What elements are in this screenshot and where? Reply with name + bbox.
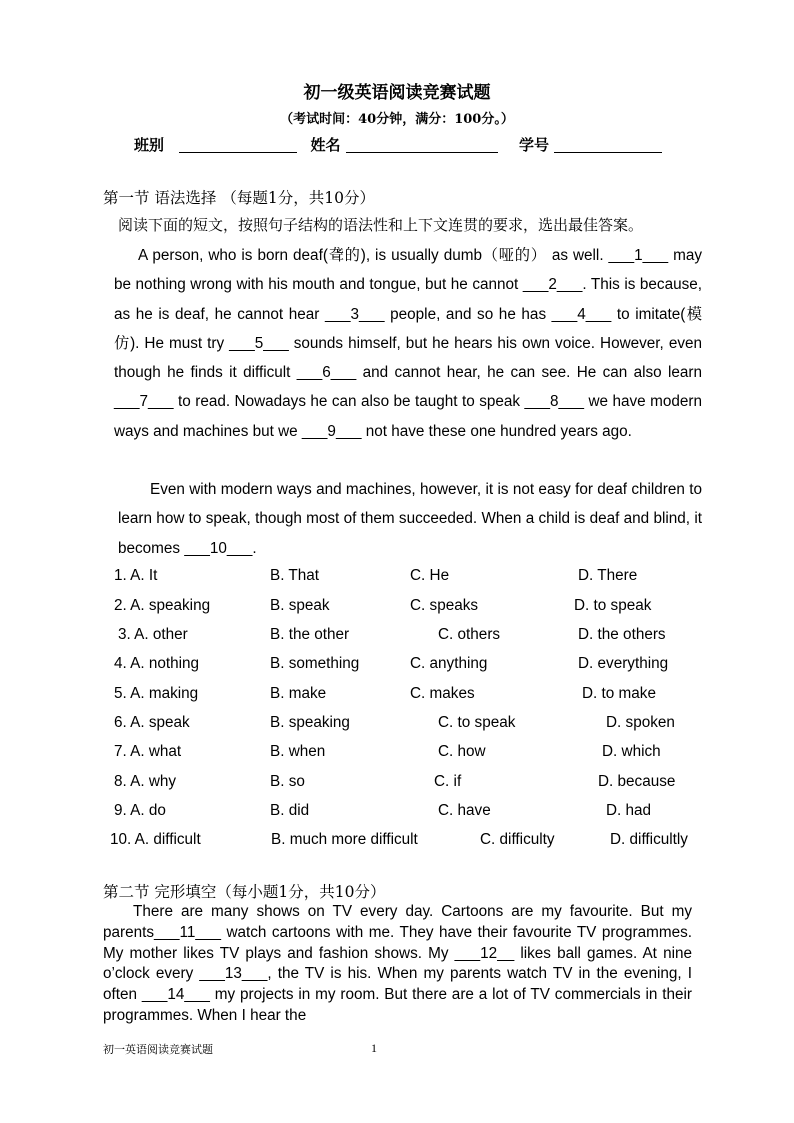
- option-d[interactable]: D. which: [602, 743, 661, 760]
- option-c[interactable]: C. have: [438, 802, 491, 819]
- footer-doc-name: 初一英语阅读竞赛试题: [103, 1043, 213, 1056]
- question-row: [0, 626, 794, 650]
- question-row: [0, 567, 794, 591]
- section1-heading: 第一节 语法选择 （每题1分，共10分）: [103, 189, 375, 207]
- number-blank[interactable]: [554, 136, 662, 153]
- option-a[interactable]: 6. A. speak: [114, 714, 190, 731]
- question-row: [0, 714, 794, 738]
- option-c[interactable]: C. how: [438, 743, 486, 760]
- option-b[interactable]: B. That: [270, 567, 320, 584]
- option-d[interactable]: D. the others: [578, 626, 666, 643]
- option-a[interactable]: 10. A. difficult: [110, 831, 201, 848]
- class-blank[interactable]: [179, 136, 297, 153]
- option-a[interactable]: 5. A. making: [114, 685, 199, 702]
- page-title: 初一级英语阅读竞赛试题: [303, 83, 491, 103]
- option-c[interactable]: C. speaks: [410, 597, 479, 614]
- option-a[interactable]: 1. A. It: [114, 567, 158, 584]
- option-b[interactable]: B. much more difficult: [271, 831, 418, 848]
- option-d[interactable]: D. because: [598, 773, 676, 790]
- class-label: 班别: [134, 136, 165, 154]
- option-d[interactable]: D. had: [606, 802, 652, 819]
- option-a[interactable]: 7. A. what: [114, 743, 182, 760]
- footer-page-number: 1: [371, 1041, 377, 1055]
- name-label: 姓名: [310, 136, 341, 154]
- question-row: [0, 597, 794, 621]
- name-blank[interactable]: [346, 136, 498, 153]
- option-a[interactable]: 3. A. other: [118, 626, 188, 643]
- question-row: [0, 743, 794, 767]
- option-b[interactable]: B. something: [270, 655, 360, 672]
- option-c[interactable]: C. if: [434, 773, 462, 790]
- exam-info: （考试时间：40分钟，满分：100分。）: [280, 112, 514, 127]
- section2-heading: 第二节 完形填空（每小题1分，共10分）: [103, 883, 386, 901]
- question-row: [0, 773, 794, 797]
- option-b[interactable]: B. make: [270, 685, 327, 702]
- question-row: [0, 685, 794, 709]
- question-row: [0, 831, 794, 855]
- option-a[interactable]: 4. A. nothing: [114, 655, 200, 672]
- number-label: 学号: [518, 136, 549, 154]
- option-a[interactable]: 8. A. why: [114, 773, 177, 790]
- option-a[interactable]: 9. A. do: [114, 802, 166, 819]
- option-b[interactable]: B. so: [270, 773, 305, 790]
- option-c[interactable]: C. difficulty: [480, 831, 555, 848]
- option-c[interactable]: C. makes: [410, 685, 475, 702]
- option-d[interactable]: D. everything: [578, 655, 669, 672]
- option-b[interactable]: B. speaking: [270, 714, 350, 731]
- option-c[interactable]: C. to speak: [438, 714, 516, 731]
- student-info-line: [134, 134, 662, 155]
- option-b[interactable]: B. did: [270, 802, 310, 819]
- question-row: [0, 802, 794, 826]
- option-b[interactable]: B. speak: [270, 597, 330, 614]
- option-a[interactable]: 2. A. speaking: [114, 597, 211, 614]
- option-c[interactable]: C. He: [410, 567, 450, 584]
- option-d[interactable]: D. difficultly: [610, 831, 688, 848]
- section1-passage-paragraph-2: Even with modern ways and machines, however, it is not easy for deaf children to learn how to speak, though most of them succeeded. When a child is deaf and blind, it becomes ___10___.: [118, 481, 702, 557]
- option-d[interactable]: D. There: [578, 567, 638, 584]
- option-b[interactable]: B. when: [270, 743, 326, 760]
- option-d[interactable]: D. to make: [582, 685, 656, 702]
- option-d[interactable]: D. spoken: [606, 714, 675, 731]
- option-b[interactable]: B. the other: [270, 626, 350, 643]
- section1-instruction: 阅读下面的短文，按照句子结构的语法性和上下文连贯的要求，选出最佳答案。: [118, 216, 644, 234]
- option-c[interactable]: C. anything: [410, 655, 488, 672]
- section2-passage: There are many shows on TV every day. Cartoons are my favourite. But my parents___11___ watch cartoons with me. They have their favourite TV programmes. My mother likes TV plays and fashion shows. My ___12__ likes ball games. At nine o’clock every ___13___, the TV is his. When my parents watch TV in the evening, I often ___14___ my projects in my room. But there are a lot of TV commercials in their programmes. When I hear the: [103, 903, 692, 1024]
- question-row: [0, 655, 794, 679]
- option-c[interactable]: C. others: [438, 626, 501, 643]
- option-d[interactable]: D. to speak: [574, 597, 652, 614]
- section1-passage-paragraph-1: A person, who is born deaf(聋的), is usually dumb（哑的） as well. ___1___ may be nothing wrong with his mouth and tongue, but he cannot ___2___. This is because, as he is deaf, he cannot hear ___3___ people, and so he has ___4___ to imitate(模仿). He must try ___5___ sounds himself, but he hears his own voice. However, even though he finds it difficult ___6___ and cannot hear, he can see. He can also learn ___7___ to read. Nowadays he can also be taught to speak ___8___ we have modern ways and machines but we ___9___ not have these one hundred years ago.: [114, 247, 702, 440]
